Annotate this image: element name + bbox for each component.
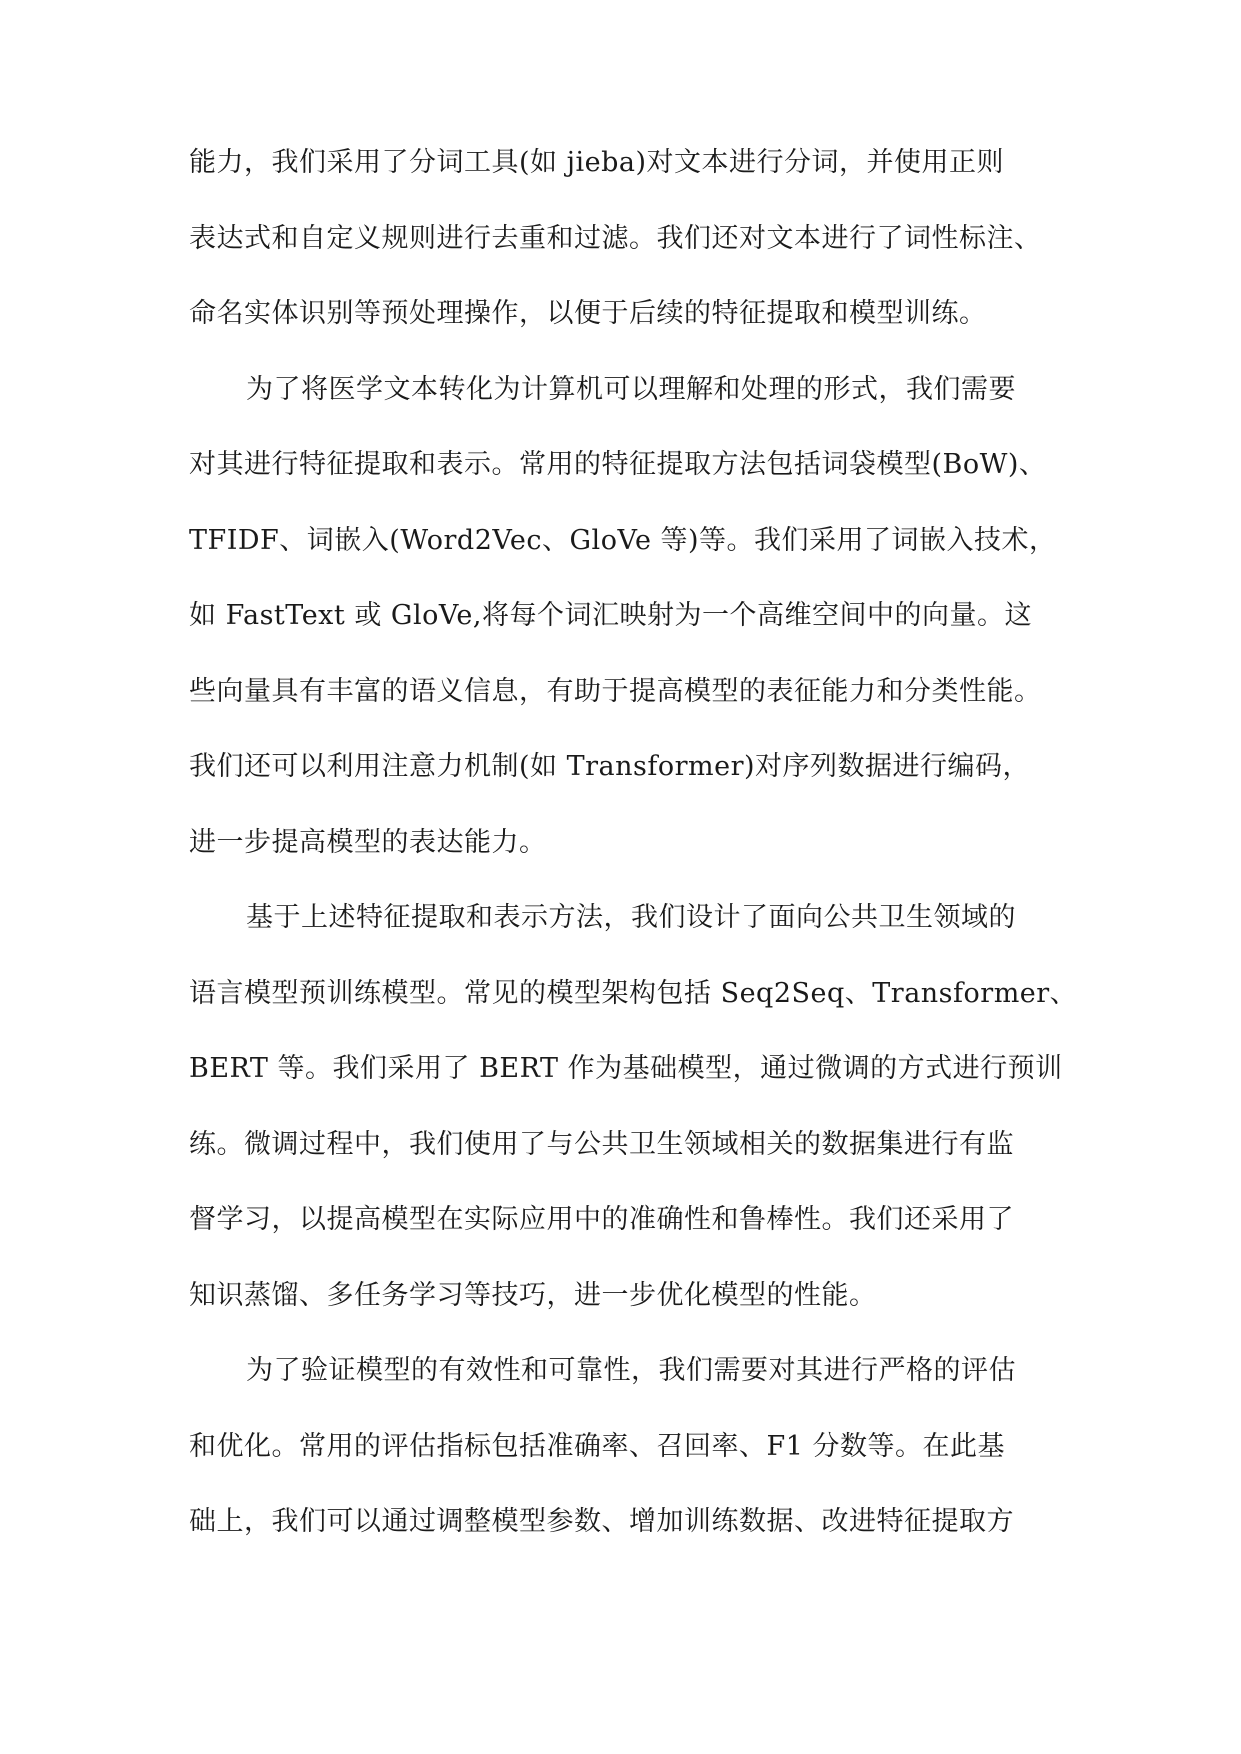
text-line: 督学习，以提高模型在实际应用中的准确性和鲁棒性。我们还采用了	[189, 1204, 1014, 1235]
paragraph-first-line: 为了验证模型的有效性和可靠性，我们需要对其进行严格的评估	[246, 1355, 1016, 1386]
text-line: 练。微调过程中，我们使用了与公共卫生领域相关的数据集进行有监	[189, 1128, 1014, 1160]
paragraph-first-line: 为了将医学文本转化为计算机可以理解和处理的形式，我们需要	[246, 373, 1016, 405]
text-line: 能力，我们采用了分词工具(如 jieba)对文本进行分词，并使用正则	[189, 147, 1005, 178]
text-line: 如 FastText 或 GloVe,将每个词汇映射为一个高维空间中的向量。这	[189, 600, 1032, 631]
paragraph-first-line: 基于上述特征提取和表示方法，我们设计了面向公共卫生领域的	[246, 902, 1016, 933]
text-line: 命名实体识别等预处理操作，以便于后续的特征提取和模型训练。	[189, 298, 987, 329]
text-line: 语言模型预训练模型。常见的模型架构包括 Seq2Seq、Transformer、	[189, 977, 1078, 1009]
text-line: 对其进行特征提取和表示。常用的特征提取方法包括词袋模型(BoW)、	[189, 449, 1047, 480]
text-line: 我们还可以利用注意力机制(如 Transformer)对序列数据进行编码，	[189, 751, 1031, 782]
body-text	[189, 145, 1089, 1580]
text-line: TFIDF、词嵌入(Word2Vec、GloVe 等)等。我们采用了词嵌入技术，	[189, 524, 1057, 556]
text-line: BERT 等。我们采用了 BERT 作为基础模型，通过微调的方式进行预训	[189, 1053, 1063, 1084]
text-line: 和优化。常用的评估指标包括准确率、召回率、F1 分数等。在此基	[189, 1430, 1005, 1462]
text-line: 进一步提高模型的表达能力。	[189, 826, 547, 858]
text-line: 础上，我们可以通过调整模型参数、增加训练数据、改进特征提取方	[189, 1506, 1014, 1537]
text-line: 些向量具有丰富的语义信息，有助于提高模型的表征能力和分类性能。	[189, 675, 1042, 707]
text-line: 表达式和自定义规则进行去重和过滤。我们还对文本进行了词性标注、	[189, 222, 1042, 254]
text-line: 知识蒸馏、多任务学习等技巧，进一步优化模型的性能。	[189, 1279, 877, 1311]
